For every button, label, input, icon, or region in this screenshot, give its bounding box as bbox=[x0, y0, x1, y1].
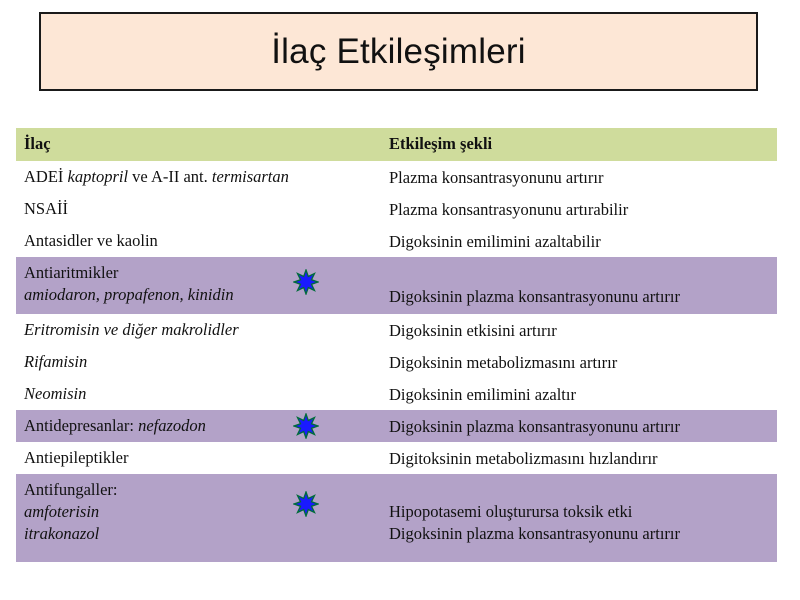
effect-cell bbox=[389, 193, 774, 225]
drug-text-part: Antidepresanlar: bbox=[24, 416, 139, 435]
drug-cell bbox=[24, 257, 374, 314]
table-row bbox=[16, 225, 777, 257]
effect-cell bbox=[389, 314, 774, 346]
drug-subtext: amiodaron, propafenon, kinidin bbox=[24, 285, 234, 304]
drug-cell bbox=[24, 410, 374, 442]
effect-cell bbox=[389, 442, 774, 474]
effect-cell bbox=[389, 474, 774, 562]
drug-text: Neomisin bbox=[24, 384, 87, 403]
drug-cell bbox=[24, 474, 374, 562]
drug-text: NSAİİ bbox=[24, 199, 68, 218]
effect-cell bbox=[389, 161, 774, 193]
drug-text bbox=[24, 416, 206, 436]
effect-cell bbox=[389, 257, 774, 314]
interaction-table bbox=[16, 128, 777, 562]
effect-cell bbox=[389, 225, 774, 257]
header-cell-drug bbox=[24, 128, 374, 161]
effect-text: Digoksinin emilimini azaltabilir bbox=[389, 232, 601, 251]
drug-cell bbox=[24, 442, 374, 474]
effect-text: Digoksinin plazma konsantrasyonunu artırır bbox=[389, 287, 680, 306]
effect-text: Digoksinin plazma konsantrasyonunu artırır bbox=[389, 524, 680, 543]
table-row bbox=[16, 161, 777, 193]
effect-text: Digitoksinin metabolizmasını hızlandırır bbox=[389, 449, 658, 468]
drug-subtext: itrakonazol bbox=[24, 524, 100, 543]
drug-cell bbox=[24, 225, 374, 257]
header-cell-interaction bbox=[389, 128, 774, 161]
table-row bbox=[16, 193, 777, 225]
table-header-row bbox=[16, 128, 777, 161]
drug-text-part: ADEİ bbox=[24, 167, 68, 186]
drug-cell bbox=[24, 378, 374, 410]
drug-subtext: amfoterisin bbox=[24, 502, 100, 521]
effect-text: Digoksinin etkisini artırır bbox=[389, 321, 557, 340]
table-row-highlighted bbox=[16, 410, 777, 442]
effect-text: Plazma konsantrasyonunu artırabilir bbox=[389, 200, 629, 219]
drug-text: Antasidler ve kaolin bbox=[24, 231, 158, 250]
effect-text: Plazma konsantrasyonunu artırır bbox=[389, 168, 604, 187]
effect-text: Digoksinin emilimini azaltır bbox=[389, 385, 576, 404]
drug-text: Antiaritmikler bbox=[24, 263, 119, 282]
drug-text: Antiepileptikler bbox=[24, 448, 129, 467]
drug-text bbox=[24, 167, 289, 187]
table-row bbox=[16, 346, 777, 378]
title-box bbox=[39, 12, 758, 91]
table-row-highlighted bbox=[16, 257, 777, 314]
effect-text: Digoksinin metabolizmasını artırır bbox=[389, 353, 618, 372]
drug-text: Eritromisin ve diğer makrolidler bbox=[24, 320, 239, 339]
slide-title: İlaç Etkileşimleri bbox=[271, 31, 526, 71]
drug-text: Rifamisin bbox=[24, 352, 88, 371]
drug-text-italic: kaptopril bbox=[67, 167, 129, 186]
table-row bbox=[16, 314, 777, 346]
table-row-highlighted bbox=[16, 474, 777, 562]
starburst-icon bbox=[293, 269, 319, 295]
starburst-icon bbox=[293, 413, 319, 439]
drug-text-part: ve A-II ant. bbox=[128, 167, 212, 186]
header-drug-label: İlaç bbox=[24, 134, 51, 153]
drug-cell bbox=[24, 193, 374, 225]
effect-text: Hipopotasemi oluşturursa toksik etki bbox=[389, 502, 633, 521]
table-row bbox=[16, 442, 777, 474]
effect-cell bbox=[389, 410, 774, 442]
effect-cell bbox=[389, 346, 774, 378]
drug-cell bbox=[24, 161, 374, 193]
effect-text: Digoksinin plazma konsantrasyonunu artırır bbox=[389, 417, 680, 436]
drug-text: Antifungaller: bbox=[24, 480, 118, 499]
header-interaction-label: Etkileşim şekli bbox=[389, 134, 493, 153]
drug-text-italic: termisartan bbox=[211, 167, 289, 186]
drug-cell bbox=[24, 314, 374, 346]
drug-text-italic: nefazodon bbox=[138, 416, 206, 435]
starburst-icon bbox=[293, 491, 319, 517]
table-row bbox=[16, 378, 777, 410]
effect-cell bbox=[389, 378, 774, 410]
drug-cell bbox=[24, 346, 374, 378]
